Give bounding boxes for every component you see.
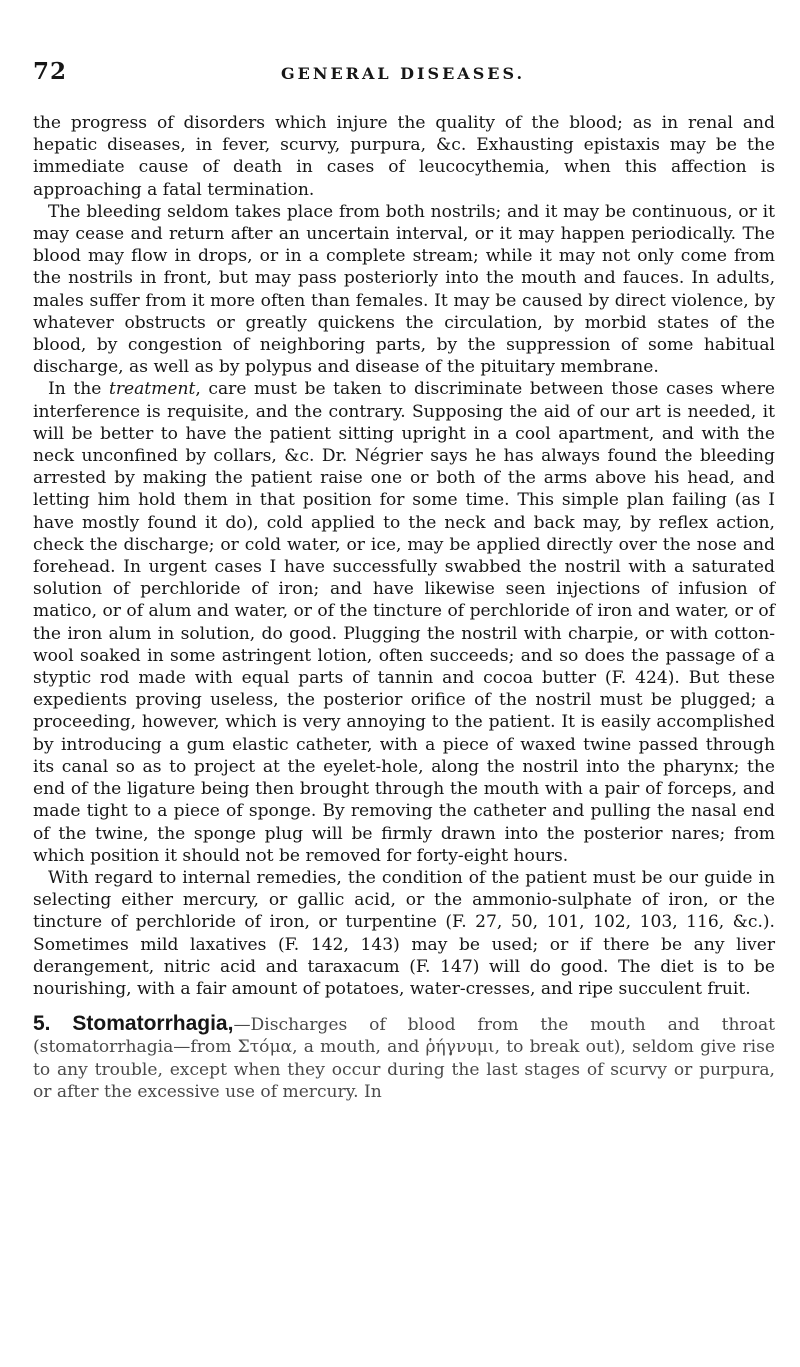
paragraph-internal-remedies: With regard to internal remedies, the condition of the patient must be our guide in selecting either mercury, or gallic acid, or the ammonio-sulphate of iron, or the tincture of perchloride of iron, or turpentine (F. 27, 50, 101, 102, 103, 116, &c.). Sometimes mild laxatives (F. 142, 143) may be used; or if there be any liver derangement, nitric acid and taraxacum (F. 147) will do good. The diet is to be nourishing, with a fair amount of potatoes, water-cresses, and ripe succulent fruit. xyxy=(33,867,775,999)
page-body xyxy=(33,112,775,1103)
paragraph-treatment xyxy=(33,378,775,866)
section-text: —Discharges of blood from the mouth and throat (stomatorrhagia—from Στόμα, a mouth, and ῥήγνυμι, to break out), seldom give rise to any trouble, except when they occur during the last stages of scurvy or purpura, or after the excessive use of mercury. In xyxy=(33,1015,776,1102)
page-header xyxy=(33,58,773,88)
running-title: GENERAL DISEASES. xyxy=(280,64,526,83)
paragraph-bleeding-character: The bleeding seldom takes place from both nostrils; and it may be continuous, or it may cease and return after an uncertain interval, or it may happen periodically. The blood may flow in drops, or in a complete stream; while it may not only come from the nostrils in front, but may pass posteriorly into the mouth and fauces. In adults, males suffer from it more often than females. It may be caused by direct violence, by whatever obstructs or greatly quickens the circulation, by morbid states of the blood, by congestion of neighboring parts, by the suppression of some habitual discharge, as well as by polypus and disease of the pituitary membrane. xyxy=(33,201,775,378)
treatment-emphasis: treatment xyxy=(108,379,196,400)
paragraph-epistaxis-causes: the progress of disorders which injure the quality of the blood; as in renal and hepatic diseases, in fever, scurvy, purpura, &c. Exhausting epistaxis may be the immediate cause of death in cases of leucocythemia, when this affection is approaching a fatal termination. xyxy=(33,113,775,200)
section-number: 5. xyxy=(33,1012,51,1036)
section-title: Stomatorrhagia, xyxy=(72,1012,234,1036)
section-stomatorrhagia xyxy=(33,1013,775,1103)
page-number: 72 xyxy=(33,58,68,85)
treatment-text: , care must be taken to discriminate between those cases where interference is requisite, and the contrary. Supposing the aid of our art is needed, it will be better to have the patient sitting upright in a cool apartment, and with the neck unconfined by collars, &c. Dr. Négrier says he has always found the bleeding arrested by making the patient raise one or both of the arms above his head, and letting him hold them in that position for some time. This simple plan failing (as I have mostly found it do), cold applied to the neck and back may, by reflex action, check the discharge; or cold water, or ice, may be applied directly over the nose and forehead. In urgent cases I have successfully swabbed the nostril with a saturated solution of perchloride of iron; and have likewise seen injections of infusion of matico, or of alum and water, or of the tincture of perchloride of iron and water, or of the iron alum in solution, do good. Plugging the nostril with charpie, or with cotton-wool soaked in some astringent lotion, often succeeds; and so does the passage of a styptic rod made with equal parts of tannin and cocoa butter (F. 424). But these expedients proving useless, the posterior orifice of the nostril must be plugged; a proceeding, however, which is very annoying to the patient. It is easily accomplished by introducing a gum elastic catheter, with a piece of waxed twine passed through its canal so as to project at the eyelet-hole, along the nostril into the pharynx; the end of the ligature being then brought through the mouth with a pair of forceps, and made tight to a piece of sponge. By removing the catheter and pulling the nasal end of the twine, the sponge plug will be firmly drawn into the posterior nares; from which position it should not be removed for forty-eight hours. xyxy=(33,379,776,866)
treatment-intro: In the xyxy=(48,379,109,400)
